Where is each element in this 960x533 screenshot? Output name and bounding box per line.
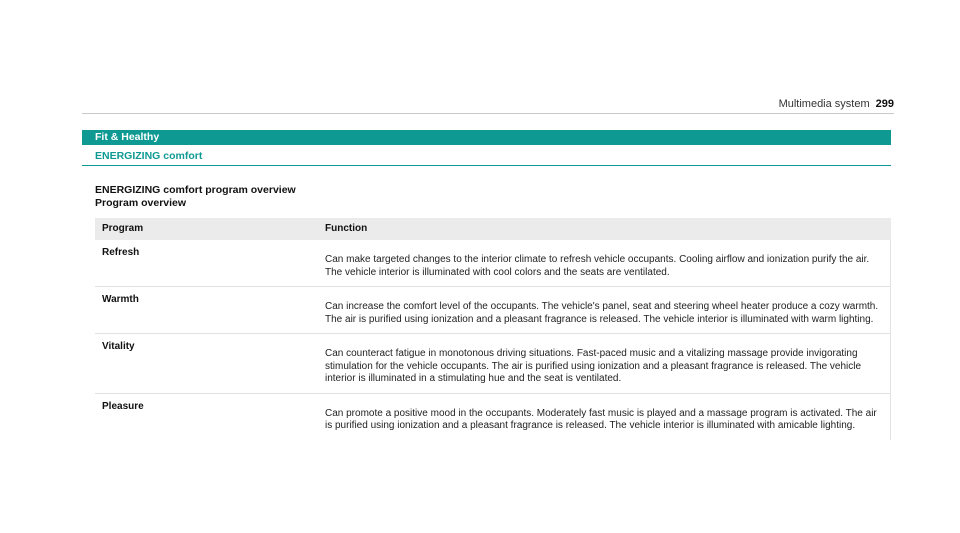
table-header-row bbox=[95, 218, 891, 240]
running-header bbox=[779, 98, 894, 110]
subsection-title: ENERGIZING comfort bbox=[95, 150, 203, 162]
header-divider bbox=[82, 113, 894, 114]
program-function: Can make targeted changes to the interior climate to refresh vehicle occupants. Cooling airflow and ionization purify the air. The vehicle interior is illuminated with cool colors and the seats are ventilated. bbox=[325, 254, 870, 278]
block-title-sub: Program overview bbox=[95, 197, 187, 209]
program-name: Refresh bbox=[102, 247, 140, 258]
page-number: 299 bbox=[875, 98, 894, 110]
program-function: Can promote a positive mood in the occupants. Moderately fast music is played and a massage program is activated. The air is purified using ionization and a pleasant fragrance is released. The vehicle interior is illuminated with amicable lighting. bbox=[325, 407, 877, 431]
program-function: Can increase the comfort level of the occupants. The vehicle's panel, seat and steering wheel heater produce a cozy warmth. The air is purified using ionization and a pleasant fragrance is released. The vehicle interior is illuminated with warm lighting. bbox=[325, 301, 879, 325]
block-title-main: ENERGIZING comfort program overview bbox=[95, 184, 296, 196]
table-row-vitality bbox=[95, 334, 891, 394]
block-title bbox=[95, 184, 296, 210]
column-header-program: Program bbox=[102, 222, 144, 234]
table-row-pleasure bbox=[95, 394, 891, 440]
section-title-bar: Fit & Healthy bbox=[82, 130, 891, 145]
subsection-divider bbox=[82, 165, 891, 166]
program-name: Vitality bbox=[102, 341, 135, 352]
table-row-refresh bbox=[95, 240, 891, 287]
program-table bbox=[95, 218, 891, 440]
program-function: Can counteract fatigue in monotonous driving situations. Fast-paced music and a vitalizing massage provide invigorating stimulation for the vehicle occupants. The air is purified using ionization and a pleasant fragrance is released. The vehicle interior is illuminated in a stimulating hue and the seat is ventilated. bbox=[325, 348, 862, 384]
column-header-function: Function bbox=[325, 222, 368, 234]
table-row-warmth bbox=[95, 287, 891, 334]
program-name: Warmth bbox=[102, 294, 139, 305]
running-header-section: Multimedia system bbox=[778, 98, 870, 110]
program-name: Pleasure bbox=[102, 400, 144, 412]
